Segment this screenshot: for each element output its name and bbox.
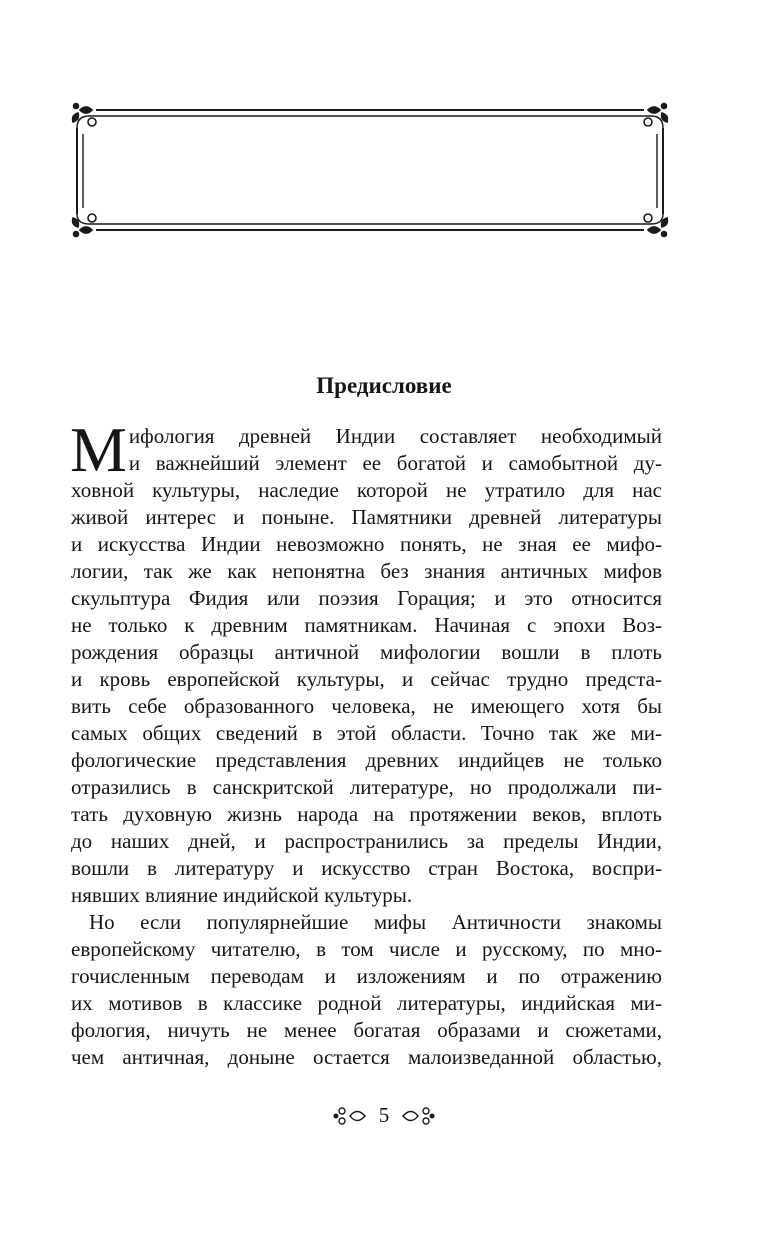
text-line: и кровь европейской культуры, и сейчас трудно предста- [71, 667, 662, 691]
text-line: нявших влияние индийской культуры. [71, 883, 413, 907]
text-line: фология, ничуть не менее богатая образами и сюжетами, [71, 1018, 662, 1042]
ornamental-frame [0, 0, 768, 260]
text-line: самых общих сведений в этой области. Точно так же ми- [71, 721, 662, 745]
text-line: фологические представления древних индийцев не только [71, 748, 662, 772]
right-flourish-icon [401, 1105, 435, 1127]
text-line: их мотивов в классике родной литературы, индийская ми- [71, 991, 662, 1015]
page-number: 5 [378, 1103, 390, 1127]
corner-ornament-top-left-icon [73, 104, 96, 127]
chapter-heading: Предисловие [316, 373, 452, 398]
paragraph-1 [70, 414, 662, 909]
text-line: ифология древней Индии составляет необходимый [128, 424, 662, 448]
text-line: не только к древним памятникам. Начиная с эпохи Воз- [71, 613, 662, 637]
text-line: живой интерес и поныне. Памятники древней литературы [71, 505, 662, 529]
drop-cap: М [70, 414, 127, 485]
left-flourish-icon [333, 1105, 367, 1127]
text-line: отразились в санскритской литературе, но продолжали пи- [71, 775, 662, 799]
text-line: до наших дней, и распространились за пределы Индии, [71, 829, 662, 853]
text-line: скульптура Фидия или поэзия Горация; и это относится [71, 586, 662, 610]
corner-ornament-bottom-right-icon [644, 214, 667, 237]
text-line: и искусства Индии невозможно понять, не зная ее мифо- [71, 532, 662, 556]
body-text [70, 414, 662, 1071]
corner-ornament-top-right-icon [644, 104, 667, 127]
text-line: ховной культуры, наследие которой не утратило для нас [71, 478, 662, 502]
corner-ornament-bottom-left-icon [73, 214, 96, 237]
text-line: тать духовную жизнь народа на протяжении веков, вплоть [71, 802, 662, 826]
text-line: вошли в литературу и искусство стран Востока, воспри- [71, 856, 662, 880]
text-line: европейскому читателю, в том числе и русскому, по мно- [71, 937, 662, 961]
text-line: рождения образцы античной мифологии вошли в плоть [71, 640, 662, 664]
paragraph-2 [71, 909, 662, 1071]
text-line: чем античная, доныне остается малоизведанной областью, [71, 1045, 662, 1069]
page-footer [0, 1103, 768, 1128]
text-line: гочисленным переводам и изложениям и по отражению [71, 964, 662, 988]
text-line: и важнейший элемент ее богатой и самобытной ду- [128, 451, 662, 475]
text-line: логии, так же как непонятна без знания античных мифов [71, 559, 662, 583]
text-line: Но если популярнейшие мифы Античности знакомы [89, 910, 662, 934]
text-line: вить себе образованного человека, не имеющего хотя бы [71, 694, 662, 718]
